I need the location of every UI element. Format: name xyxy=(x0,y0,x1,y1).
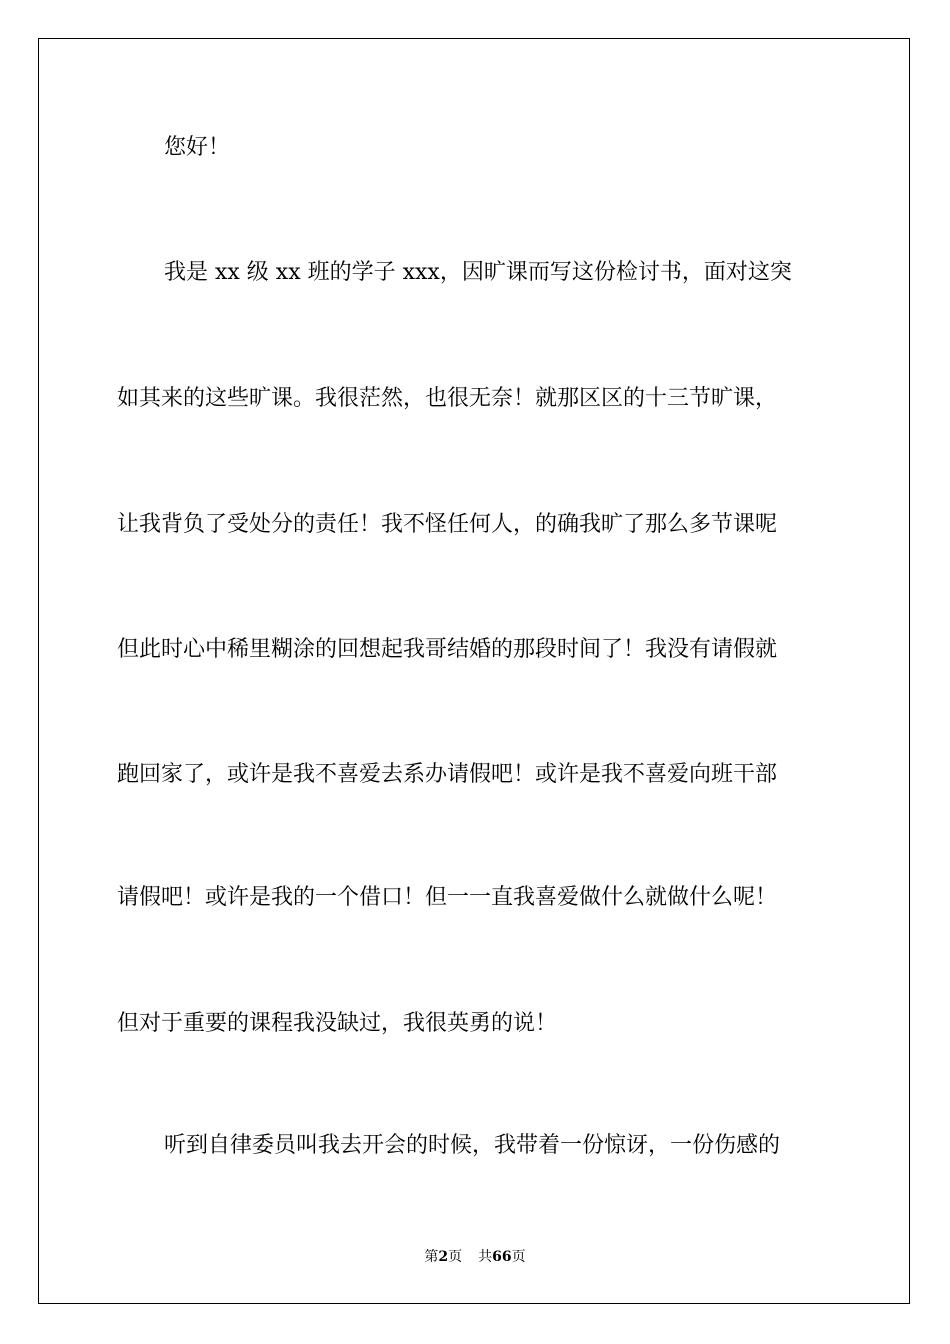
paragraph-line: 让我背负了受处分的责任！我不怪任何人，的确我旷了那么多节课呢 xyxy=(117,512,778,537)
footer-page-number: 2 xyxy=(438,1249,449,1265)
paragraph-line: 跑回家了，或许是我不喜爱去系办请假吧！或许是我不喜爱向班干部 xyxy=(117,762,778,787)
page-footer xyxy=(0,1248,950,1266)
footer-total-prefix: 共 xyxy=(478,1249,493,1265)
footer-total-suffix: 页 xyxy=(511,1249,526,1265)
page-frame xyxy=(38,38,910,1304)
paragraph-line: 但对于重要的课程我没缺过，我很英勇的说！ xyxy=(117,1011,558,1036)
paragraph-line: 但此时心中稀里糊涂的回想起我哥结婚的那段时间了！我没有请假就 xyxy=(117,637,778,662)
footer-page-suffix: 页 xyxy=(448,1249,463,1265)
paragraph-line: 我是 xx 级 xx 班的学子 xxx，因旷课而写这份检讨书，面对这突 xyxy=(164,260,792,285)
paragraph-line: 请假吧！或许是我的一个借口！但一一直我喜爱做什么就做什么呢！ xyxy=(117,885,778,910)
greeting-line: 您好！ xyxy=(164,135,231,160)
paragraph-line: 如其来的这些旷课。我很茫然，也很无奈！就那区区的十三节旷课， xyxy=(117,386,778,411)
footer-page-prefix: 第 xyxy=(424,1249,439,1265)
paragraph-line: 听到自律委员叫我去开会的时候，我带着一份惊讶，一份伤感的 xyxy=(164,1133,781,1158)
footer-total-number: 66 xyxy=(492,1249,512,1265)
